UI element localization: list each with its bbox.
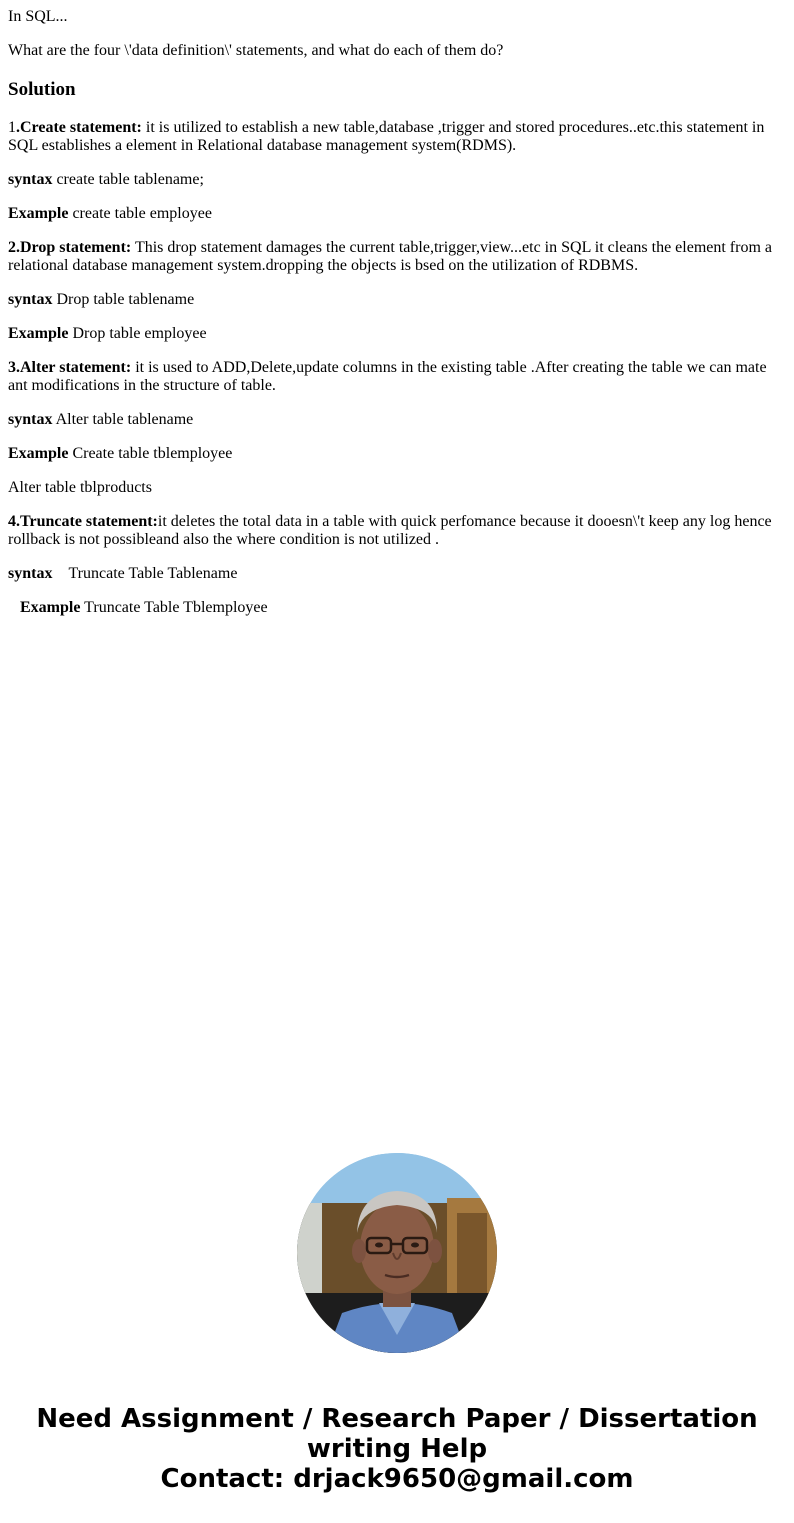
item-4-syntax-value: Truncate Table Tablename: [68, 565, 238, 582]
item-2-syntax: [8, 291, 786, 309]
item-4-example-label: Example: [20, 599, 81, 616]
promo-banner: [0, 1404, 794, 1494]
promo-line-1: Need Assignment / Research Paper / Dissertation: [36, 1404, 758, 1434]
item-4-text: it deletes the total data in a table with quick perfomance because it dooesn\'t keep any log hence rollback is not possibleand also the where condition is not utilized .: [8, 513, 772, 548]
item-2-description: [8, 239, 786, 275]
item-1-syntax-label: syntax: [8, 171, 53, 188]
item-1-text: it is utilized to establish a new table,database ,trigger and stored procedures..etc.this statement in SQL establishes a element in Relational database management system(RDMS).: [8, 119, 765, 154]
item-3-text: it is used to ADD,Delete,update columns in the existing table .After creating the table we can mate ant modifications in the structure of table.: [8, 359, 767, 394]
item-1-description: [8, 119, 786, 155]
item-3-example-value: Create table tblemployee: [68, 445, 233, 462]
item-1-example-label: Example: [8, 205, 69, 222]
item-4-syntax: [8, 565, 786, 583]
solution-heading: Solution: [8, 79, 76, 100]
avatar: [297, 1153, 497, 1353]
question-line-1: In SQL...: [8, 8, 68, 25]
item-3-syntax-label: syntax: [8, 411, 53, 428]
document-body: [8, 8, 786, 633]
item-4-syntax-label: syntax: [8, 565, 53, 582]
item-2-example-value: Drop table employee: [68, 325, 207, 342]
question-line-2: What are the four \'data definition\' statements, and what do each of them do?: [8, 42, 504, 59]
item-2-example: [8, 325, 786, 343]
item-4-title: 4.Truncate statement:: [8, 513, 158, 530]
item-4-example-value: Truncate Table Tblemployee: [80, 599, 268, 616]
item-1-syntax-value: create table tablename;: [52, 171, 204, 188]
item-4-example: [8, 599, 786, 617]
item-2-text: This drop statement damages the current table,trigger,view...etc in SQL it cleans the element from a relational database management system.dropping the objects is bsed on the utilization of RDBMS.: [8, 239, 773, 274]
item-1-number: 1: [8, 119, 16, 136]
item-3-example: [8, 445, 786, 463]
promo-contact: Contact: drjack9650@gmail.com: [160, 1464, 634, 1494]
item-2-example-label: Example: [8, 325, 69, 342]
item-3-description: [8, 359, 786, 395]
item-3-example-label: Example: [8, 445, 69, 462]
item-2-syntax-value: Drop table tablename: [52, 291, 195, 308]
avatar-portrait-image: [297, 1153, 497, 1353]
item-1-syntax: [8, 171, 786, 189]
item-3-extra: Alter table tblproducts: [8, 479, 152, 496]
item-1-example: [8, 205, 786, 223]
item-1-title: .Create statement:: [16, 119, 142, 136]
item-2-syntax-label: syntax: [8, 291, 53, 308]
item-2-title: 2.Drop statement:: [8, 239, 132, 256]
item-1-example-value: create table employee: [68, 205, 212, 222]
item-3-title: 3.Alter statement:: [8, 359, 132, 376]
item-3-syntax-value: Alter table tablename: [52, 411, 194, 428]
promo-line-2: writing Help: [306, 1434, 488, 1464]
item-3-syntax: [8, 411, 786, 429]
item-4-description: [8, 513, 786, 549]
